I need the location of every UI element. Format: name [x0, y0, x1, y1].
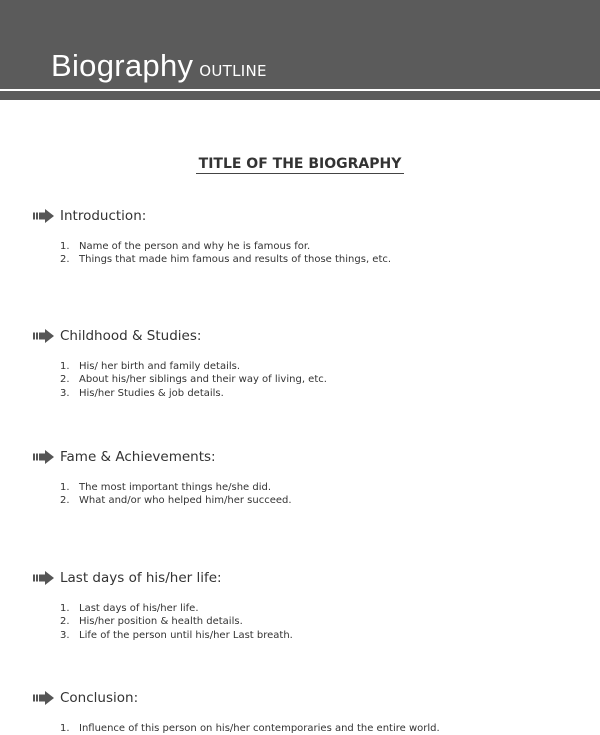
list-item-number: 1. — [60, 482, 70, 493]
list-item-text: Things that made him famous and results of those things, etc. — [79, 254, 392, 266]
section-heading — [33, 569, 222, 587]
list-item-text: His/ her birth and family details. — [79, 361, 241, 372]
section-fame-achievements — [0, 448, 600, 518]
document-title — [0, 156, 600, 172]
list-item-number: 2. — [60, 495, 70, 507]
section-list — [60, 240, 391, 267]
list-item — [60, 253, 391, 266]
section-childhood-studies — [0, 327, 600, 407]
arrow-right-icon — [33, 329, 55, 343]
list-item — [60, 629, 293, 642]
arrow-right-icon — [33, 691, 55, 705]
list-item — [60, 602, 293, 615]
list-item-number: 3. — [60, 629, 70, 641]
list-item-text: Last days of his/her life. — [79, 603, 199, 614]
header-rule — [0, 91, 600, 100]
section-heading — [33, 448, 216, 466]
list-item-number: 2. — [60, 254, 70, 266]
section-list — [60, 722, 440, 735]
list-item-text: Name of the person and why he is famous for. — [79, 241, 311, 252]
section-list — [60, 602, 293, 642]
list-item-number: 1. — [60, 241, 70, 252]
header-title-main: Biography — [51, 48, 194, 83]
list-item-text: About his/her siblings and their way of living, etc. — [79, 374, 327, 386]
section-heading — [33, 327, 201, 345]
list-item-text: Influence of this person on his/her contemporaries and the entire world. — [79, 723, 440, 734]
section-title: Childhood & Studies: — [60, 328, 202, 344]
section-heading — [33, 689, 138, 707]
section-list — [60, 481, 292, 508]
list-item-text: What and/or who helped him/her succeed. — [79, 495, 292, 507]
list-item-number: 1. — [60, 603, 70, 614]
section-title: Conclusion: — [60, 690, 139, 706]
section-title: Last days of his/her life: — [60, 570, 222, 586]
list-item-text: His/her Studies & job details. — [79, 387, 224, 399]
list-item — [60, 360, 327, 373]
section-conclusion — [0, 689, 600, 734]
arrow-right-icon — [33, 571, 55, 585]
list-item-number: 3. — [60, 387, 70, 399]
arrow-right-icon — [33, 450, 55, 464]
section-introduction — [0, 207, 600, 277]
section-last-days — [0, 569, 600, 649]
list-item-number: 2. — [60, 374, 70, 386]
section-title: Introduction: — [60, 208, 147, 224]
header-title-sub: OUTLINE — [199, 62, 267, 80]
page-header-title — [51, 48, 267, 84]
list-item-number: 2. — [60, 616, 70, 628]
list-item-text: His/her position & health details. — [79, 616, 243, 628]
arrow-right-icon — [33, 209, 55, 223]
list-item — [60, 722, 440, 735]
list-item — [60, 615, 293, 628]
list-item-number: 1. — [60, 361, 70, 372]
section-heading — [33, 207, 146, 225]
document-title-text: TITLE OF THE BIOGRAPHY — [196, 156, 405, 174]
list-item-text: Life of the person until his/her Last breath. — [79, 629, 293, 641]
list-item-number: 1. — [60, 723, 70, 734]
list-item — [60, 387, 327, 400]
list-item — [60, 373, 327, 386]
section-list — [60, 360, 327, 400]
list-item — [60, 240, 391, 253]
list-item — [60, 481, 292, 494]
list-item — [60, 494, 292, 507]
section-title: Fame & Achievements: — [60, 449, 216, 465]
list-item-text: The most important things he/she did. — [79, 482, 272, 493]
